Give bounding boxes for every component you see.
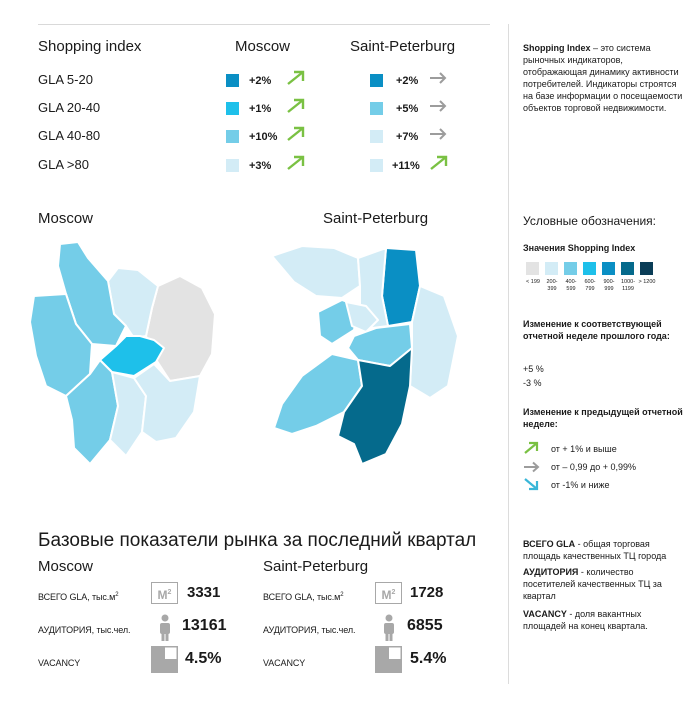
scale-label: 400- 599 (565, 279, 577, 292)
yoy-title: Изменение к соответствующей отчетной неделе прошлого года: (523, 319, 670, 341)
m2-icon: $M^2$ (151, 582, 178, 604)
vacancy-icon (375, 646, 402, 673)
arrow-flat-icon (428, 70, 450, 86)
spb-audience-label: АУДИТОРИЯ, тыс.чел. (263, 625, 356, 635)
scale-label: > 1200 (638, 279, 656, 285)
moscow-vacancy-label: VACANCY (38, 658, 81, 668)
spb-index-swatch (370, 159, 383, 172)
arrow-up-icon (285, 155, 307, 171)
scale-label: 200- 399 (546, 279, 558, 292)
spb-gla-value: 1728 (410, 584, 444, 601)
moscow-index-change: +2% (249, 75, 272, 87)
arrow-flat-icon (523, 461, 541, 473)
index-row-label: GLA 5-20 (38, 72, 93, 87)
spb-district-nw (272, 246, 360, 298)
wow-title: Изменение к предыдущей отчетной неделе: (523, 407, 683, 429)
moscow-gla-value: 3331 (187, 584, 221, 601)
scale-swatch (602, 262, 615, 275)
moscow-vacancy-value: 4.5% (185, 650, 222, 667)
vacancy-icon (151, 646, 178, 673)
spb-gla-label: ВСЕГО GLA, $тыс.м^2$ (263, 592, 344, 602)
moscow-audience-label: АУДИТОРИЯ, тыс.чел. (38, 625, 131, 635)
person-icon (382, 614, 396, 641)
audience-definition: АУДИТОРИЯ - количество посетителей качественных ТЦ за квартал (523, 567, 662, 601)
market-section-title: Базовые показатели рынка за последний квартал (38, 530, 477, 551)
moscow-audience-value: 13161 (182, 617, 227, 634)
arrow-down-icon (523, 477, 541, 491)
scale-label: < 199 (526, 279, 540, 285)
moscow-gla-label: ВСЕГО GLA, $тыс.м^2$ (38, 592, 119, 602)
index-spb-header: Saint-Peterburg (350, 38, 456, 55)
yoy-plus: +5 % (523, 364, 544, 374)
scale-swatch (564, 262, 577, 275)
index-row-label: GLA 20-40 (38, 100, 101, 115)
gla-definition: ВСЕГО GLA - общая торговая площадь качественных ТЦ города (523, 539, 667, 561)
moscow-index-swatch (226, 102, 239, 115)
spb-audience-value: 6855 (407, 617, 443, 634)
spb-index-change: +2% (396, 75, 419, 87)
spb-map-title: Saint-Peterburg (323, 210, 429, 227)
wow-up-label: от + 1% и выше (551, 444, 617, 454)
spb-index-swatch (370, 130, 383, 143)
spb-map (262, 236, 487, 476)
scale-label: 900- 999 (603, 279, 615, 292)
values-scale-title: Значения Shopping Index (523, 243, 636, 253)
scale-swatch (526, 262, 539, 275)
top-divider (38, 24, 490, 25)
spb-vacancy-label: VACANCY (263, 658, 306, 668)
side-divider (508, 24, 509, 684)
index-table-title: Shopping index (38, 38, 142, 55)
spb-vacancy-value: 5.4% (410, 650, 447, 667)
scale-swatch (583, 262, 596, 275)
moscow-index-change: +3% (249, 160, 272, 172)
vacancy-definition: VACANCY - доля вакантных площадей на конец квартала. (523, 609, 648, 631)
market-spb-title: Saint-Peterburg (263, 558, 369, 575)
arrow-up-icon (285, 70, 307, 86)
arrow-flat-icon (428, 126, 450, 142)
index-row-label: GLA >80 (38, 157, 89, 172)
moscow-index-swatch (226, 159, 239, 172)
scale-swatch (545, 262, 558, 275)
legend-title: Условные обозначения: (523, 214, 656, 228)
person-icon (158, 614, 172, 641)
scale-swatch (621, 262, 634, 275)
moscow-index-swatch (226, 130, 239, 143)
arrow-flat-icon (428, 98, 450, 114)
spb-index-change: +7% (396, 131, 419, 143)
moscow-index-change: +10% (249, 131, 278, 143)
moscow-map-title: Moscow (38, 210, 94, 227)
scale-label: 600- 799 (584, 279, 596, 292)
arrow-up-icon (285, 126, 307, 142)
spb-index-change: +5% (396, 103, 419, 115)
index-row-label: GLA 40-80 (38, 128, 101, 143)
spb-index-change: +11% (392, 160, 420, 172)
scale-swatch (640, 262, 653, 275)
spb-district-east (410, 286, 458, 398)
market-moscow-title: Moscow (38, 558, 94, 575)
moscow-index-change: +1% (249, 103, 272, 115)
side-intro: Shopping Index – это система рыночных индикаторов, отображающая динамику активности потребителей. Индикаторы строятся на базе информации о посещаемости объектов торговой недвижимости. (523, 43, 683, 113)
yoy-minus: -3 % (523, 378, 542, 388)
moscow-index-swatch (226, 74, 239, 87)
arrow-up-icon (523, 441, 541, 455)
wow-down-label: от -1% и ниже (551, 480, 610, 490)
wow-flat-label: от – 0,99 до + 0,99% (551, 462, 636, 472)
spb-index-swatch (370, 74, 383, 87)
arrow-up-icon (285, 98, 307, 114)
m2-icon: $M^2$ (375, 582, 402, 604)
spb-index-swatch (370, 102, 383, 115)
index-moscow-header: Moscow (235, 38, 291, 55)
arrow-up-icon (428, 155, 450, 171)
moscow-map (30, 236, 225, 476)
scale-label: 1000- 1199 (620, 279, 636, 292)
